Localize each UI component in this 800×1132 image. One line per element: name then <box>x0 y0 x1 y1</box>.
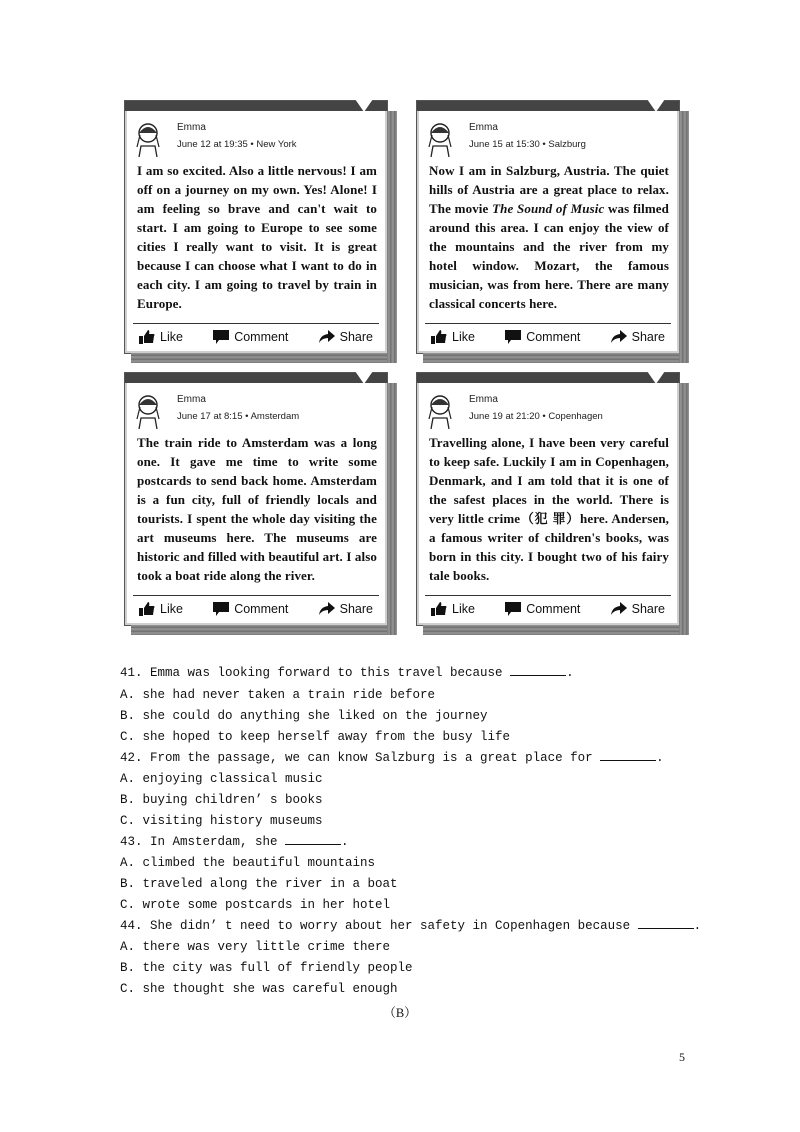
share-arrow-icon <box>319 602 335 616</box>
like-button[interactable] <box>431 602 475 616</box>
option-42c: C. visiting history museums <box>120 814 323 828</box>
question-41-text: 41. Emma was looking forward to this travel because <box>120 666 503 680</box>
thumbs-up-icon <box>431 330 447 344</box>
dropdown-triangle-icon[interactable] <box>355 371 373 384</box>
comment-icon <box>505 330 521 344</box>
question-41: 41. Emma was looking forward to this travel because . <box>120 666 574 680</box>
comment-button[interactable] <box>213 602 288 616</box>
comment-label: Comment <box>526 329 581 344</box>
post-author[interactable]: Emma <box>469 394 498 405</box>
option-43a: A. climbed the beautiful mountains <box>120 856 376 870</box>
dropdown-triangle-icon[interactable] <box>647 371 665 384</box>
share-button[interactable] <box>319 602 373 616</box>
post-actions <box>133 595 379 621</box>
comment-button[interactable] <box>505 602 580 616</box>
shadow <box>423 353 689 363</box>
like-button[interactable] <box>431 330 475 344</box>
answer-blank <box>638 927 694 929</box>
comment-label: Comment <box>234 601 289 616</box>
thumbs-up-icon <box>139 602 155 616</box>
dropdown-triangle-icon[interactable] <box>647 99 665 112</box>
share-arrow-icon <box>611 602 627 616</box>
thumbs-up-icon <box>139 330 155 344</box>
avatar-icon <box>423 391 457 431</box>
post-text-part: Now I am in Salzburg, Austria. The quiet hills of Austria are a great place to relax. The movie <box>429 163 669 216</box>
share-label: Share <box>339 601 373 616</box>
share-label: Share <box>631 601 665 616</box>
answer-blank <box>285 843 341 845</box>
like-label: Like <box>452 601 475 616</box>
question-43: 43. In Amsterdam, she . <box>120 835 349 849</box>
post-text: The train ride to Amsterdam was a long one. It gave me time to write some postcards to send back home. Amsterdam is a fun city, full of friendly locals and tourists. I spent the whole day visiting the art museums here. The museums are historic and filled with beautiful art. I also took a boat ride along the river. <box>137 435 377 583</box>
option-41b: B. she could do anything she liked on the journey <box>120 709 488 723</box>
option-44c: C. she thought she was careful enough <box>120 982 398 996</box>
like-label: Like <box>160 601 183 616</box>
like-label: Like <box>160 329 183 344</box>
answer-blank <box>600 759 656 761</box>
post-meta: June 17 at 8:15 • Amsterdam <box>177 411 300 422</box>
option-42a: A. enjoying classical music <box>120 772 323 786</box>
shadow <box>131 625 397 635</box>
comment-label: Comment <box>526 601 581 616</box>
share-label: Share <box>339 329 373 344</box>
post-actions <box>425 595 671 621</box>
post-author[interactable]: Emma <box>177 122 206 133</box>
post-text-part: was filmed around this area. I can enjoy the view of the mountains and the river from my hotel window. Mozart, the famous musician, was from here. There are many classical concerts here. <box>429 201 669 311</box>
share-button[interactable] <box>319 330 373 344</box>
option-44a: A. there was very little crime there <box>120 940 391 954</box>
like-button[interactable] <box>139 602 183 616</box>
post-new-york <box>124 100 388 354</box>
post-author[interactable]: Emma <box>469 122 498 133</box>
shadow <box>131 353 397 363</box>
comment-label: Comment <box>234 329 289 344</box>
post-text: I am so excited. Also a little nervous! I am off on a journey on my own. Yes! Alone! I am feeling so brave and can't wait to start. I am going to Europe to see some cities I really want to visit. It is great because I can choose what I want to do in each city. I am going to travel by train in Europe. <box>137 163 377 311</box>
option-43c: C. wrote some postcards in her hotel <box>120 898 391 912</box>
post-copenhagen <box>416 372 680 626</box>
option-42b: B. buying children’ s books <box>120 793 323 807</box>
section-label: （B） <box>383 1006 417 1020</box>
option-44b: B. the city was full of friendly people <box>120 961 413 975</box>
comment-button[interactable] <box>213 330 288 344</box>
post-text: Travelling alone, I have been very careful to keep safe. Luckily I am in Copenhagen, Denmark, and I am told that it is one of the safest places in the world. There is very little crime（犯 罪）here. Andersen, a famous writer of children's books, was born in this city. I bought two of his fairy tale books. <box>429 435 669 583</box>
question-44: 44. She didn’ t need to worry about her safety in Copenhagen because . <box>120 919 702 933</box>
share-button[interactable] <box>611 330 665 344</box>
option-43b: B. traveled along the river in a boat <box>120 877 398 891</box>
share-arrow-icon <box>319 330 335 344</box>
share-arrow-icon <box>611 330 627 344</box>
shadow <box>423 625 689 635</box>
question-42-text: 42. From the passage, we can know Salzburg is a great place for <box>120 751 593 765</box>
movie-title: The Sound of Music <box>492 201 605 216</box>
option-41a: A. she had never taken a train ride before <box>120 688 436 702</box>
like-button[interactable] <box>139 330 183 344</box>
post-meta: June 19 at 21:20 • Copenhagen <box>469 411 603 422</box>
share-button[interactable] <box>611 602 665 616</box>
post-text <box>429 161 669 313</box>
post-meta: June 12 at 19:35 • New York <box>177 139 297 150</box>
comment-icon <box>213 330 229 344</box>
option-41c: C. she hoped to keep herself away from the busy life <box>120 730 511 744</box>
post-author[interactable]: Emma <box>177 394 206 405</box>
question-44-text: 44. She didn’ t need to worry about her safety in Copenhagen because <box>120 919 631 933</box>
avatar-icon <box>131 391 165 431</box>
post-salzburg <box>416 100 680 354</box>
share-label: Share <box>631 329 665 344</box>
dropdown-triangle-icon[interactable] <box>355 99 373 112</box>
comment-icon <box>505 602 521 616</box>
question-43-text: 43. In Amsterdam, she <box>120 835 278 849</box>
avatar-icon <box>423 119 457 159</box>
thumbs-up-icon <box>431 602 447 616</box>
page-number: 5 <box>679 1050 685 1064</box>
post-meta: June 15 at 15:30 • Salzburg <box>469 139 586 150</box>
post-actions <box>133 323 379 349</box>
post-amsterdam <box>124 372 388 626</box>
question-42: 42. From the passage, we can know Salzburg is a great place for . <box>120 751 664 765</box>
post-actions <box>425 323 671 349</box>
like-label: Like <box>452 329 475 344</box>
avatar-icon <box>131 119 165 159</box>
comment-button[interactable] <box>505 330 580 344</box>
comment-icon <box>213 602 229 616</box>
answer-blank <box>510 674 566 676</box>
